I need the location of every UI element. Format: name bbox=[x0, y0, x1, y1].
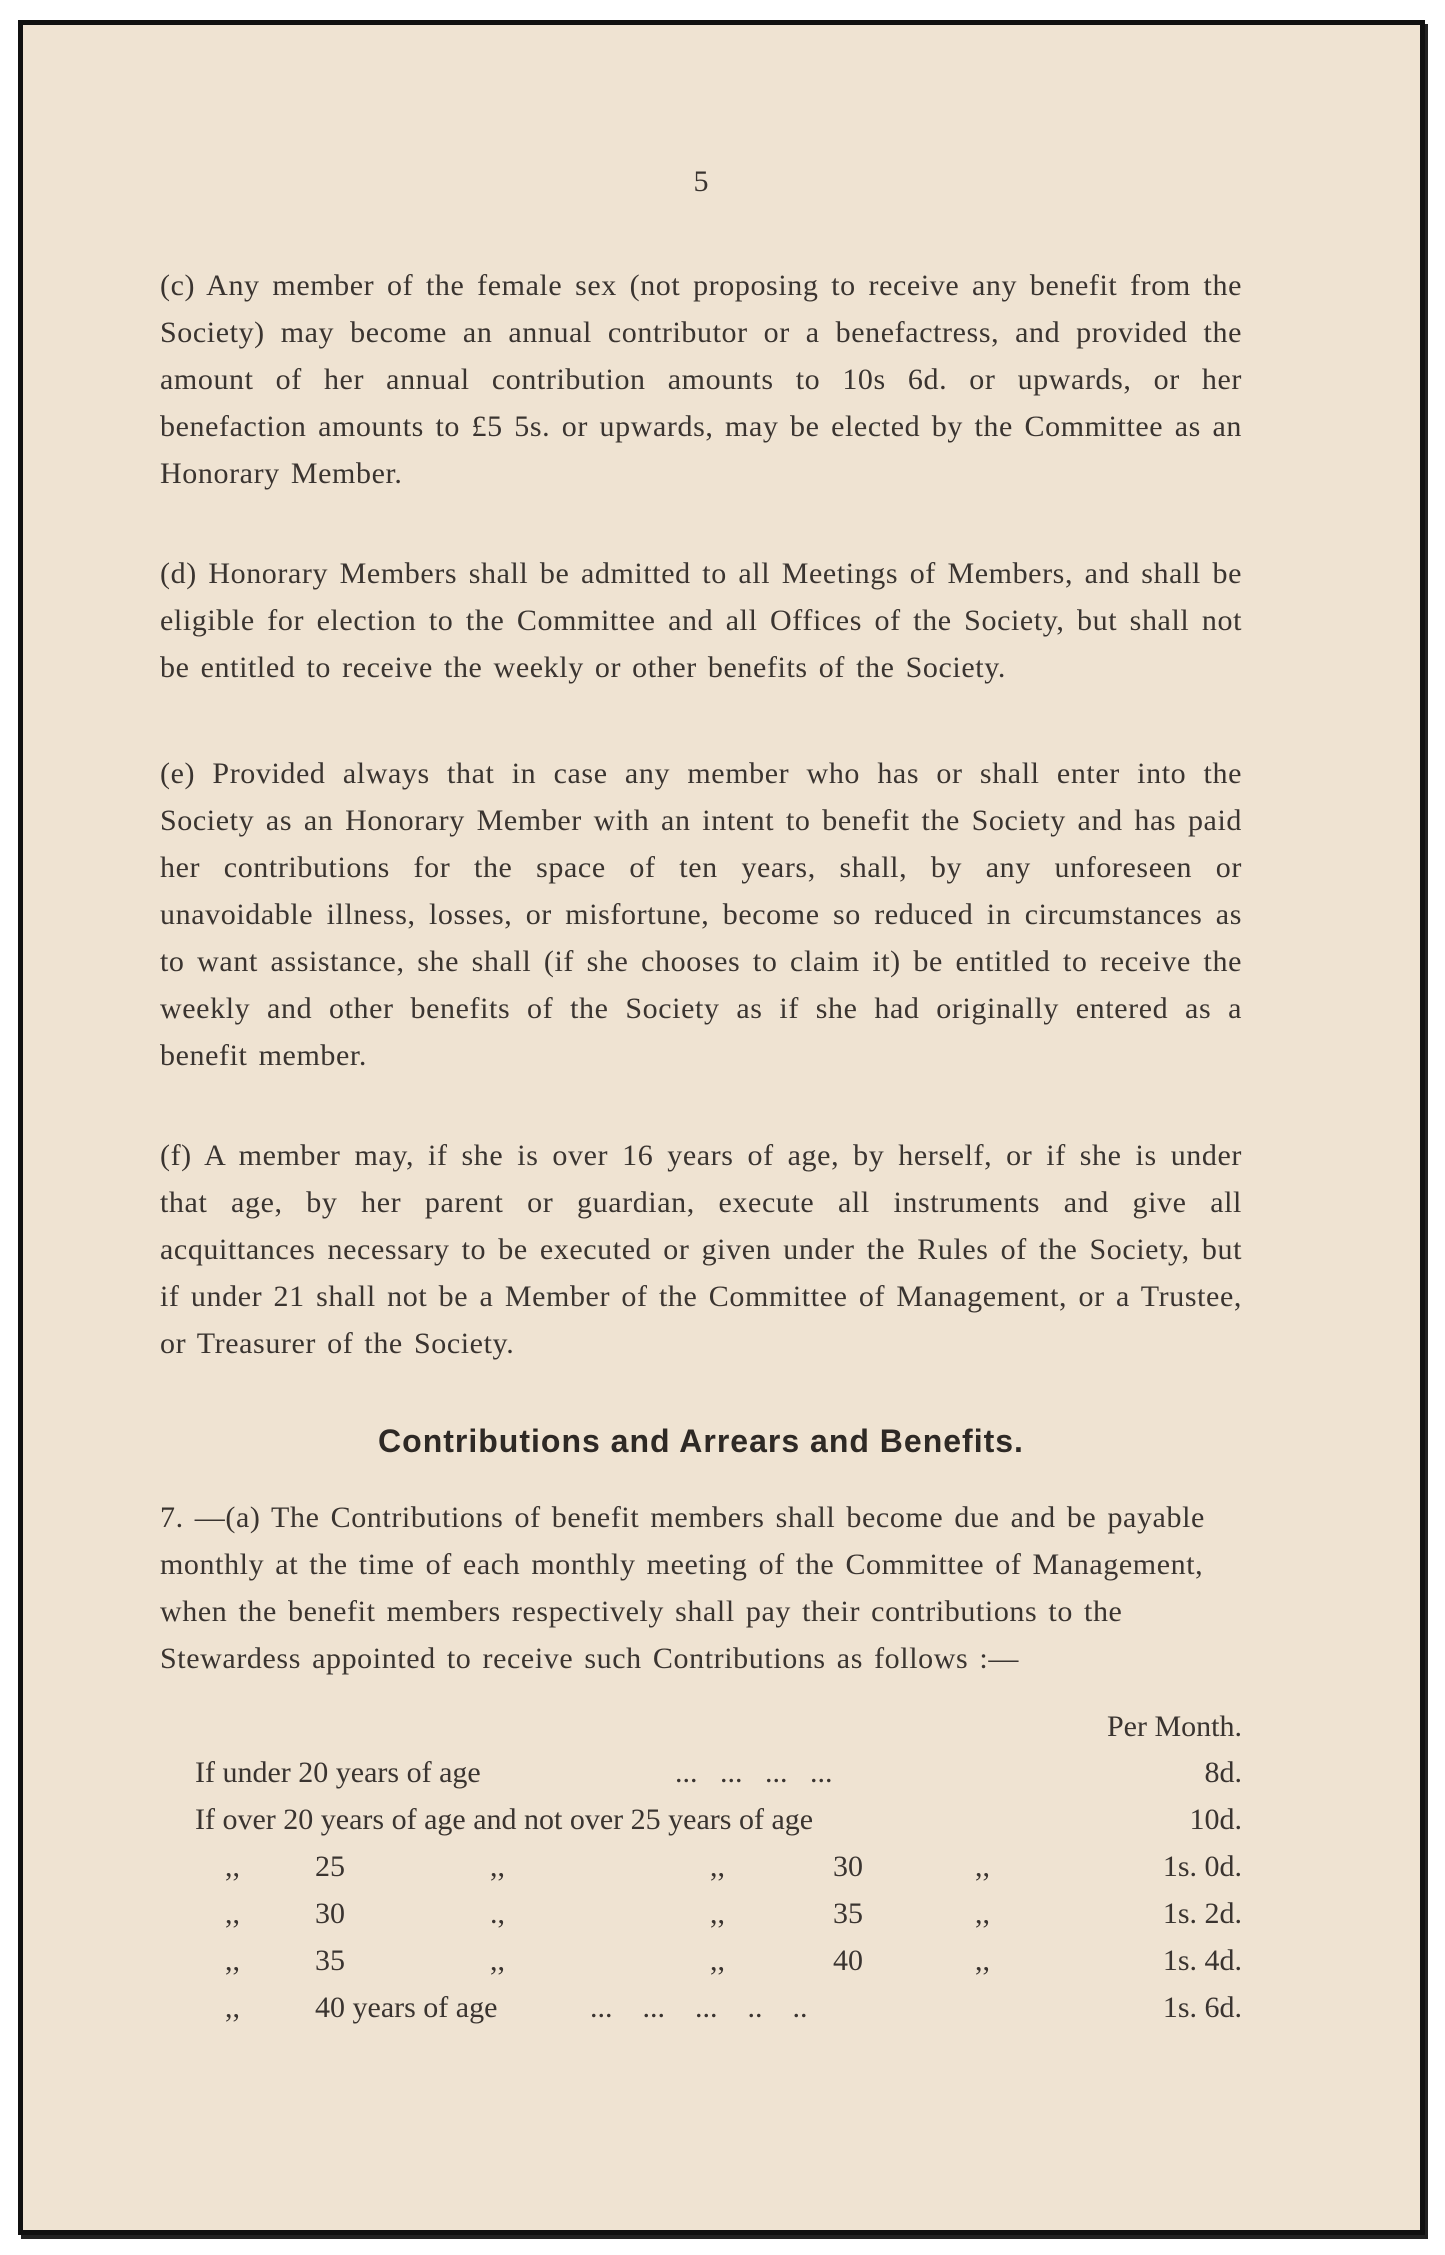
ditto-mark: ,, bbox=[975, 1850, 990, 1883]
rule-7a-paragraph: 7. —(a) The Contributions of benefit members shall become due and be payable monthly at the time of each monthly meeting of the Committee of Management, when the benefit members respectively shall pay their contributions to the Stewardess appointed to receive such Contributions as follows :— bbox=[160, 1501, 1205, 1675]
row-label: If over 20 years of age and not over 25 years of age bbox=[195, 1803, 814, 1836]
ditto-mark: ,, bbox=[975, 1944, 990, 1977]
contribution-row bbox=[160, 1756, 1242, 1803]
ditto-mark: ,, bbox=[225, 1850, 240, 1883]
row-amount: 1s. 6d. bbox=[1162, 1991, 1242, 2024]
contribution-row bbox=[160, 1850, 1242, 1897]
contribution-row bbox=[160, 1991, 1242, 2038]
row-dots: ... ... ... .. .. bbox=[590, 1991, 808, 2024]
age-to: 40 bbox=[833, 1944, 863, 1977]
contribution-row bbox=[160, 1897, 1242, 1944]
ditto-mark: ,, bbox=[225, 1944, 240, 1977]
ditto-mark: ,, bbox=[490, 1850, 505, 1883]
ditto-mark: ,, bbox=[710, 1944, 725, 1977]
table-header-per-month: Per Month. bbox=[1107, 1710, 1242, 1743]
row-label: If under 20 years of age bbox=[195, 1756, 481, 1789]
row-amount: 1s. 0d. bbox=[1162, 1850, 1242, 1883]
row-dots: ... ... ... ... bbox=[675, 1756, 833, 1789]
ditto-mark: ,, bbox=[975, 1897, 990, 1930]
row-amount: 1s. 2d. bbox=[1162, 1897, 1242, 1930]
paragraph-d: (d) Honorary Members shall be admitted to all Meetings of Members, and shall be eligible for election to the Committee and all Offices of the Society, but shall not be entitled to receive the weekly or other benefits of the Society. bbox=[160, 557, 1242, 684]
paragraph-e: (e) Provided always that in case any member who has or shall enter into the Society as an Honorary Member with an intent to benefit the Society and has paid her contributions for the space of ten years, shall, by any unforeseen or unavoidable illness, losses, or misfortune, become so reduced in circumstances as to want assistance, she shall (if she chooses to claim it) be entitled to receive the weekly and other benefits of the Society as if she had originally entered as a benefit member. bbox=[160, 757, 1242, 1072]
contribution-row bbox=[160, 1803, 1242, 1850]
age-from: 30 bbox=[315, 1897, 345, 1930]
page-number: 5 bbox=[693, 165, 709, 198]
ditto-mark: ,, bbox=[710, 1897, 725, 1930]
row-amount: 10d. bbox=[1189, 1803, 1242, 1836]
row-label: 40 years of age bbox=[315, 1991, 498, 2024]
row-amount: 1s. 4d. bbox=[1162, 1944, 1242, 1977]
age-from: 35 bbox=[315, 1944, 345, 1977]
age-from: 25 bbox=[315, 1850, 345, 1883]
ditto-mark: ., bbox=[490, 1897, 505, 1930]
paragraph-c: (c) Any member of the female sex (not proposing to receive any benefit from the Society) may become an annual contributor or a benefactress, and provided the amount of her annual contribution amounts to 10s 6d. or upwards, or her benefaction amounts to £5 5s. or upwards, may be elected by the Committee as an Honorary Member. bbox=[160, 269, 1242, 490]
section-heading: Contributions and Arrears and Benefits. bbox=[378, 1423, 1024, 1459]
ditto-mark: ,, bbox=[490, 1944, 505, 1977]
age-to: 35 bbox=[833, 1897, 863, 1930]
ditto-mark: ,, bbox=[225, 1897, 240, 1930]
row-amount: 8d. bbox=[1204, 1756, 1242, 1789]
ditto-mark: ,, bbox=[710, 1850, 725, 1883]
age-to: 30 bbox=[833, 1850, 863, 1883]
paragraph-f: (f) A member may, if she is over 16 years of age, by herself, or if she is under that age, by her parent or guardian, execute all instruments and give all acquittances necessary to be executed or given under the Rules of the Society, but if under 21 shall not be a Member of the Committee of Management, or a Trustee, or Treasurer of the Society. bbox=[160, 1139, 1242, 1360]
ditto-mark: ,, bbox=[225, 1991, 240, 2024]
contribution-row bbox=[160, 1944, 1242, 1991]
